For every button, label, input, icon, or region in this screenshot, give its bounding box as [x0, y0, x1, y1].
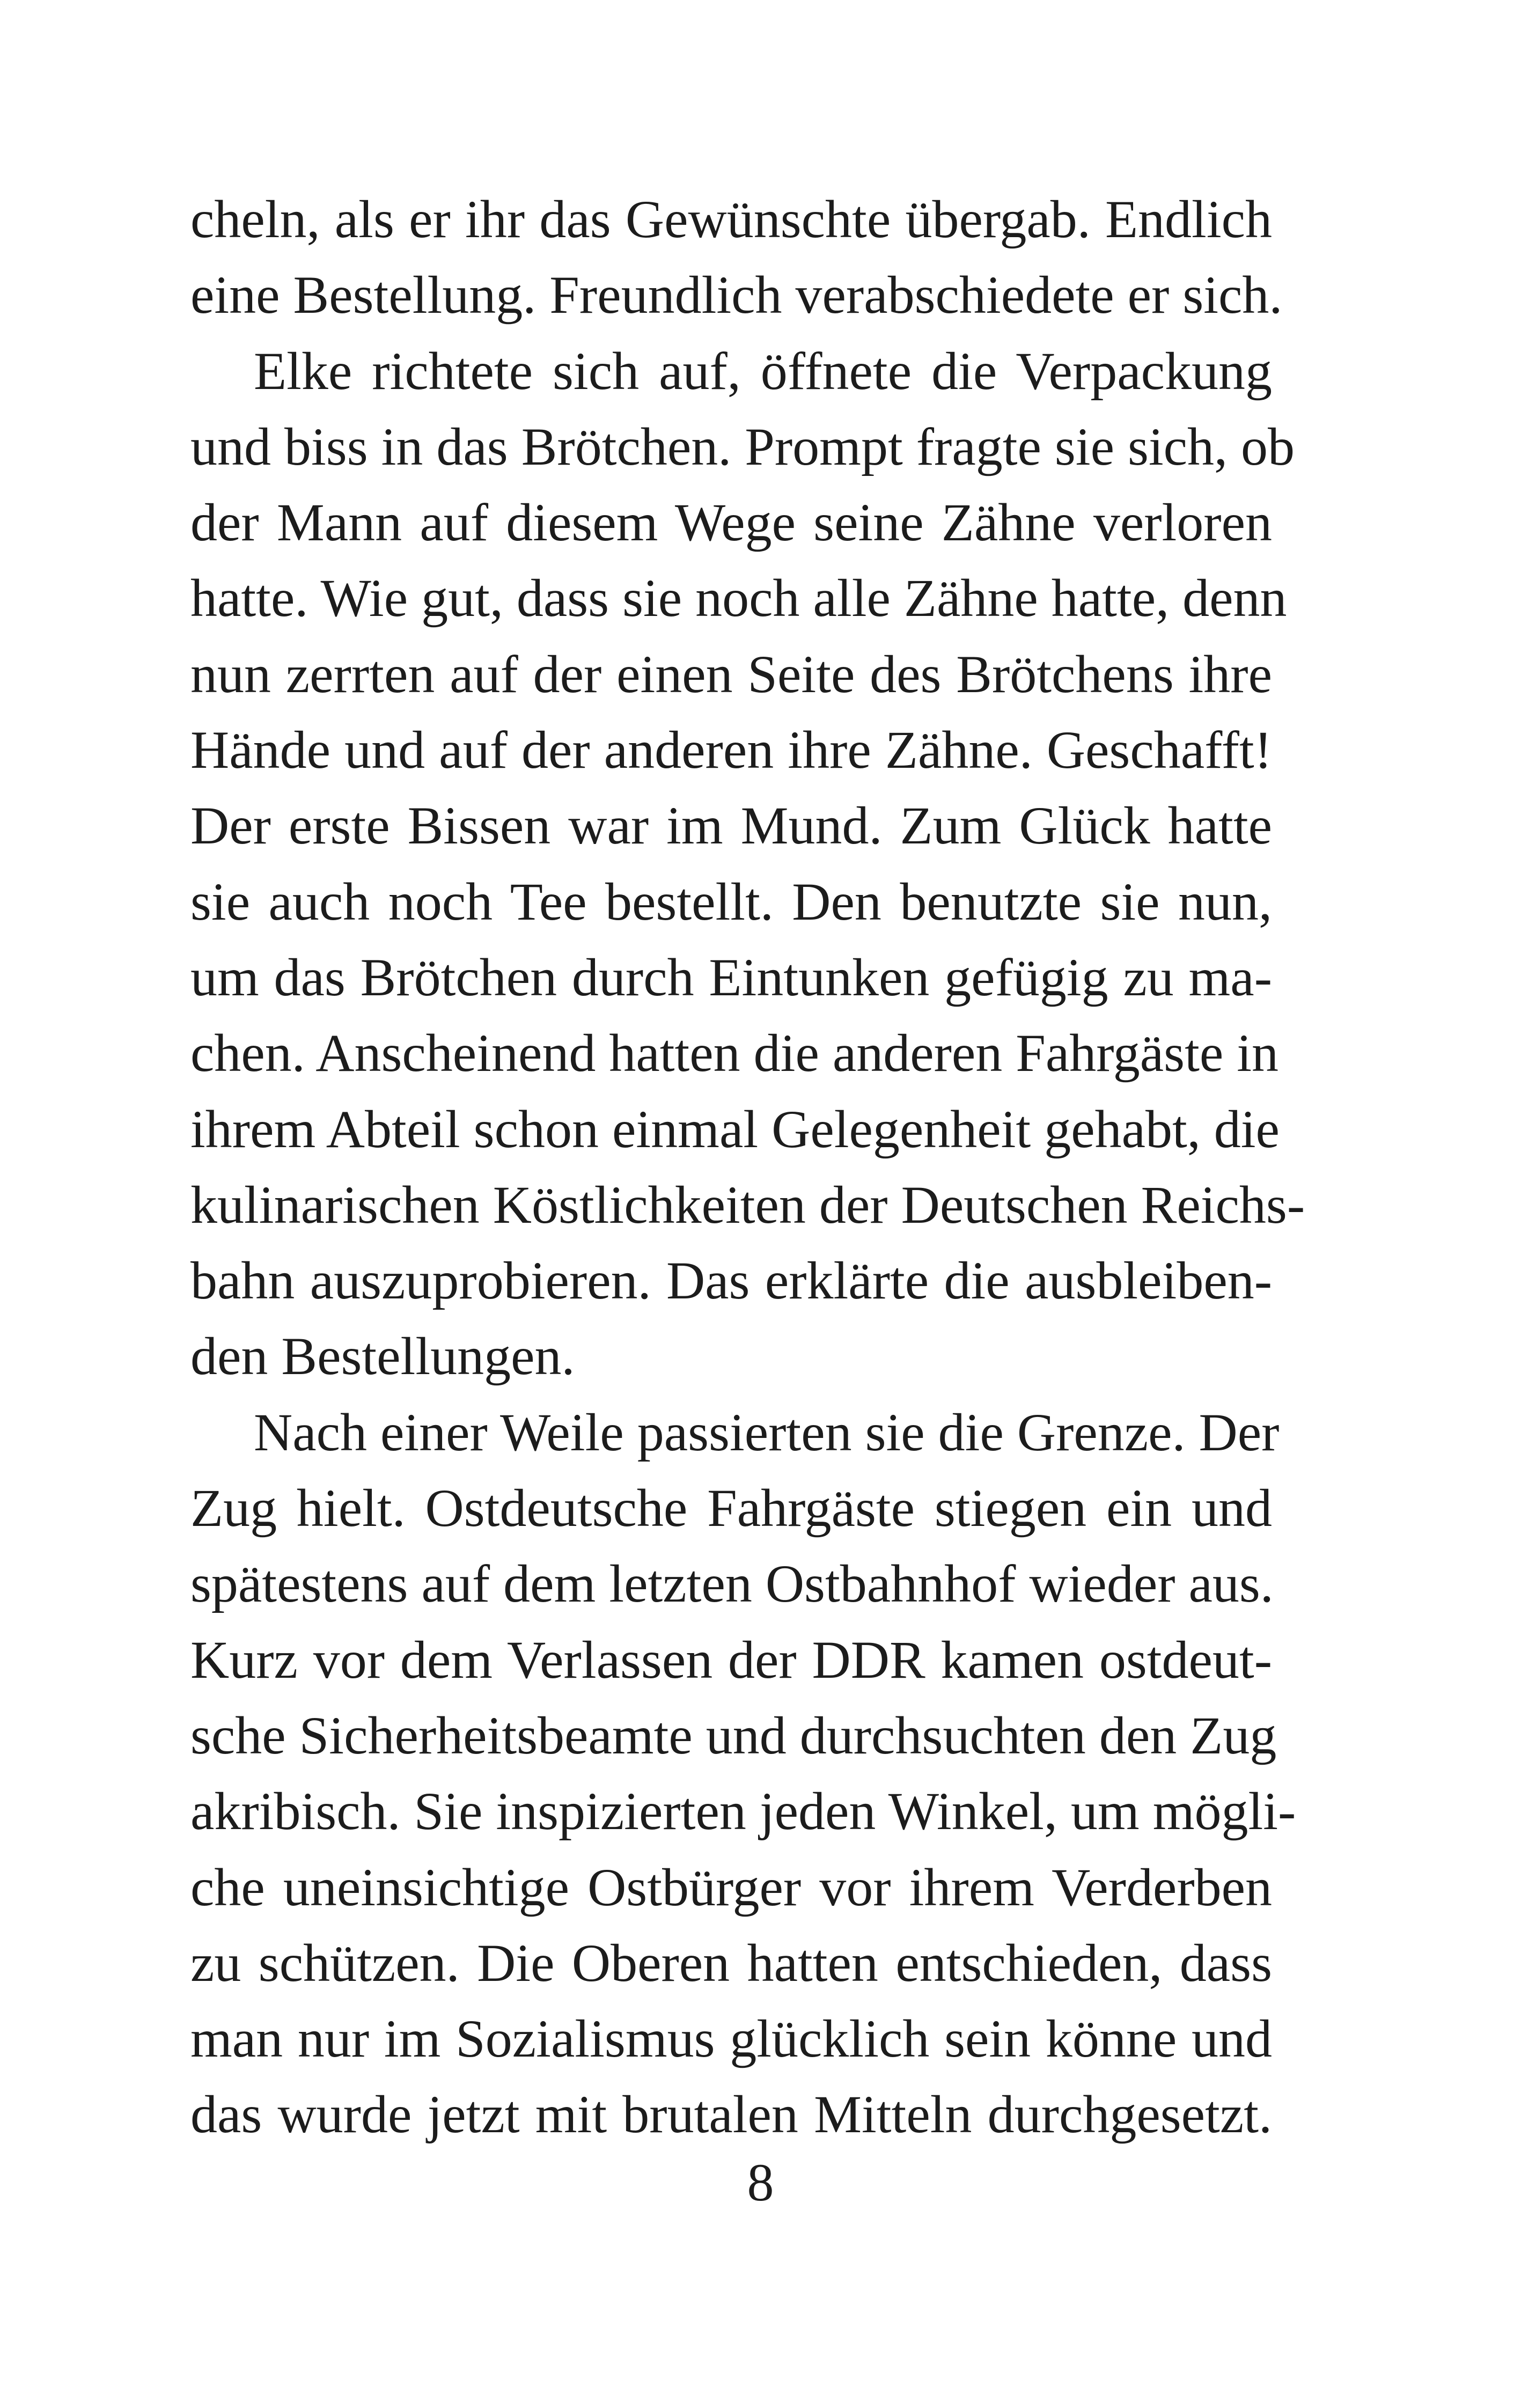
- text-line: man nur im Sozialismus glücklich sein könne und: [190, 2009, 1272, 2069]
- text-line: chen. Anscheinend hatten die anderen Fahrgäste in: [190, 1023, 1279, 1083]
- text-line: Kurz vor dem Verlassen der DDR kamen ostdeut-: [190, 1629, 1272, 1690]
- text-line: hatte. Wie gut, dass sie noch alle Zähne hatte, denn: [190, 568, 1287, 628]
- text-line: der Mann auf diesem Wege seine Zähne verloren: [190, 493, 1272, 553]
- paragraph-first-line: Nach einer Weile passierten sie die Grenze. Der: [254, 1402, 1280, 1462]
- text-line: che uneinsichtige Ostbürger vor ihrem Verderben: [190, 1857, 1272, 1917]
- text-line: cheln, als er ihr das Gewünschte übergab. Endlich: [190, 189, 1272, 249]
- text-line: spätestens auf dem letzten Ostbahnhof wieder aus.: [190, 1554, 1274, 1614]
- text-line: sche Sicherheitsbeamte und durchsuchten den Zug: [190, 1705, 1277, 1765]
- paragraph-first-line: Elke richtete sich auf, öffnete die Verpackung: [254, 341, 1272, 401]
- text-line: sie auch noch Tee bestellt. Den benutzte sie nun,: [190, 871, 1272, 931]
- text-line: akribisch. Sie inspizierten jeden Winkel, um mögli-: [190, 1781, 1296, 1841]
- text-line: bahn auszuprobieren. Das erklärte die ausbleiben-: [190, 1251, 1272, 1311]
- text-line: nun zerrten auf der einen Seite des Brötchens ihre: [190, 644, 1272, 704]
- text-line: und biss in das Brötchen. Prompt fragte sie sich, ob: [190, 416, 1295, 476]
- text-line: Zug hielt. Ostdeutsche Fahrgäste stiegen ein und: [190, 1478, 1272, 1538]
- text-line: kulinarischen Köstlichkeiten der Deutschen Reichs-: [190, 1174, 1305, 1235]
- text-line: das wurde jetzt mit brutalen Mitteln durchgesetzt.: [190, 2084, 1272, 2145]
- text-line: zu schützen. Die Oberen hatten entschieden, dass: [190, 1933, 1272, 1993]
- text-line: den Bestellungen.: [190, 1326, 575, 1386]
- text-line: um das Brötchen durch Eintunken gefügig zu ma-: [190, 947, 1272, 1007]
- page-number: 8: [747, 2153, 774, 2212]
- text-line: eine Bestellung. Freundlich verabschiedete er sich.: [190, 265, 1283, 325]
- body-text: [190, 181, 1305, 2153]
- text-line: Der erste Bissen war im Mund. Zum Glück hatte: [190, 796, 1272, 856]
- text-line: Hände und auf der anderen ihre Zähne. Geschafft!: [190, 720, 1272, 780]
- text-line: ihrem Abteil schon einmal Gelegenheit gehabt, die: [190, 1099, 1280, 1159]
